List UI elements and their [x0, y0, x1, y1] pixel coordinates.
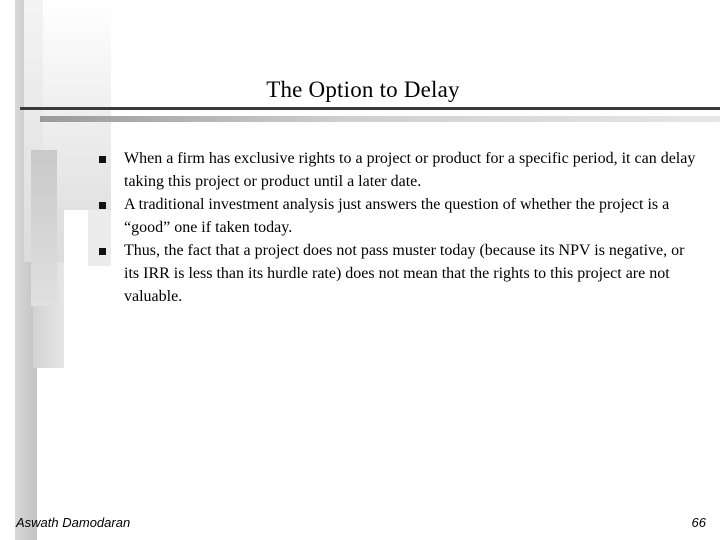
footer-author: Aswath Damodaran	[16, 515, 131, 530]
bullet-text: Thus, the fact that a project does not pass muster today (because its NPV is negative, or its IRR is less than its hurdle rate) does not mean that the rights to this project are not valuable.	[124, 242, 685, 305]
bullet-text: When a firm has exclusive rights to a project or product for a specific period, it can delay taking this project or product until a later date.	[124, 150, 696, 190]
title-divider-shadow	[40, 116, 720, 122]
bullet-list	[0, 147, 720, 308]
square-bullet-icon	[99, 156, 106, 163]
page-number: 66	[691, 515, 706, 530]
slide-title: The Option to Delay	[266, 77, 460, 102]
bullet-item	[0, 239, 699, 308]
bullet-item	[0, 193, 699, 239]
bullet-text: A traditional investment analysis just answers the question of whether the project is a “good” one if taken today.	[124, 196, 670, 236]
square-bullet-icon	[99, 248, 106, 255]
title-divider	[20, 107, 720, 110]
square-bullet-icon	[99, 202, 106, 209]
bullet-item	[0, 147, 699, 193]
